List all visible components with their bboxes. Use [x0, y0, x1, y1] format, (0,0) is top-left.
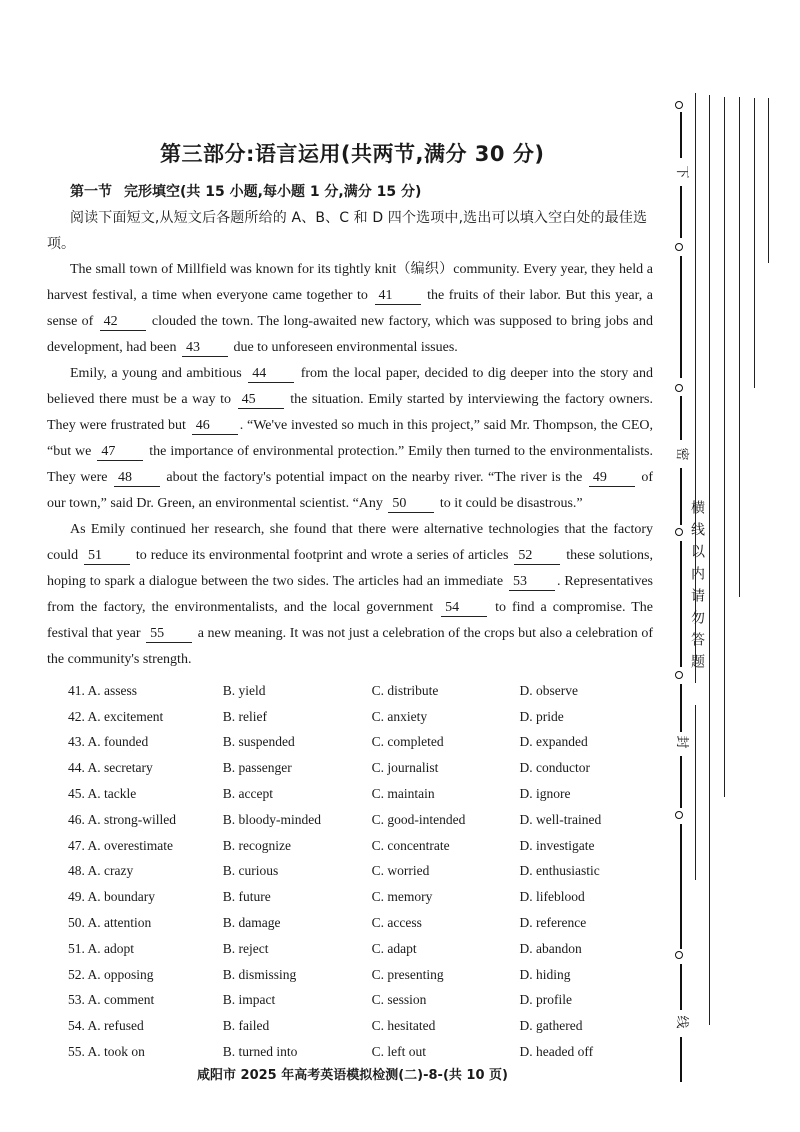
question-row [68, 1039, 628, 1065]
passage-text: these solutions, hoping to spark a dialogue between the two sides. The articles had an immediate [47, 548, 653, 589]
seal-dash [680, 541, 682, 667]
option-c[interactable]: C. memory [371, 889, 433, 905]
option-d[interactable]: D. lifeblood [519, 889, 585, 905]
option-c[interactable]: C. distribute [371, 682, 439, 698]
seal-char: 线 [674, 1015, 689, 1029]
answer-blank[interactable]: 50 [388, 495, 434, 513]
seal-dash [680, 186, 682, 238]
option-a[interactable]: 51. A. adopt [68, 940, 134, 956]
option-a[interactable]: 45. A. tackle [68, 786, 137, 802]
option-d[interactable]: D. reference [519, 915, 587, 931]
option-d[interactable]: D. gathered [519, 1018, 583, 1034]
option-b[interactable]: B. yield [222, 682, 266, 698]
rule-line [724, 97, 725, 797]
option-d[interactable]: D. hiding [519, 966, 571, 982]
passage-text: The small town of Millfield was known for its tightly knit（编织）community. Every year, they held a harvest festival, a time when everyone came together to [47, 262, 653, 303]
option-d[interactable]: D. ignore [519, 786, 571, 802]
part-title: 第三部分:语言运用(共两节,满分 30 分) [160, 142, 545, 166]
passage-text: . Representatives from the factory, the environmentalists, and the local government [47, 574, 653, 615]
passage-text: about the factory's potential impact on the nearby river. “The river is the [161, 470, 587, 485]
option-a[interactable]: 42. A. excitement [68, 708, 164, 724]
option-a[interactable]: 48. A. crazy [68, 863, 134, 879]
option-b[interactable]: B. future [222, 889, 271, 905]
question-row [68, 910, 628, 936]
seal-dash [680, 1037, 682, 1082]
passage-text: from the local paper, decided to dig deeper into the story and believed there must be a way to [47, 366, 653, 407]
option-a[interactable]: 50. A. attention [68, 915, 152, 931]
passage-paragraph [47, 517, 653, 673]
passage-text: of our town,” said Dr. Green, an environmental scientist. “Any [47, 470, 653, 511]
question-row [68, 988, 628, 1014]
answer-blank[interactable]: 42 [100, 313, 146, 331]
option-d[interactable]: D. conductor [519, 760, 591, 776]
answer-blank[interactable]: 47 [97, 443, 143, 461]
passage-text: the fruits of their labor. But this year, a sense of [47, 288, 654, 329]
answer-blank[interactable]: 48 [114, 469, 160, 487]
option-c[interactable]: C. anxiety [371, 708, 428, 724]
option-b[interactable]: B. impact [222, 992, 276, 1008]
passage-text: clouded the town. The long-awaited new factory, which was supposed to bring jobs and development, had been [47, 314, 653, 355]
question-row [68, 884, 628, 910]
instruction-text: 阅读下面短文,从短文后各题所给的 A、B、C 和 D 四个选项中,选出可以填入空白处的最佳选项。 [47, 210, 647, 252]
rule-line [768, 98, 769, 263]
passage-text: . “We've invested so much in this project,” said Mr. Thompson, the CEO, “but we [47, 418, 654, 459]
answer-blank[interactable]: 45 [238, 391, 284, 409]
option-c[interactable]: C. good-intended [371, 811, 466, 827]
answer-blank[interactable]: 49 [589, 469, 635, 487]
seal-circle-icon [675, 528, 683, 536]
answer-blank[interactable]: 52 [514, 547, 560, 565]
option-c[interactable]: C. concentrate [371, 837, 450, 853]
passage-text: Emily, a young and ambitious [70, 366, 247, 381]
option-a[interactable]: 52. A. opposing [68, 966, 154, 982]
option-c[interactable]: C. hesitated [371, 1018, 436, 1034]
section-heading: 完形填空(共 15 小题,每小题 1 分,满分 15 分) [124, 184, 422, 200]
rule-line [739, 97, 740, 597]
seal-dash [680, 468, 682, 525]
option-a[interactable]: 47. A. overestimate [68, 837, 173, 853]
option-c[interactable]: C. session [371, 992, 427, 1008]
passage-text: the importance of environmental protection.” Emily then turned to the environmentalists. They were [47, 444, 653, 485]
option-c[interactable]: C. completed [371, 734, 444, 750]
option-d[interactable]: D. observe [519, 682, 579, 698]
passage-text: to reduce its environmental footprint and wrote a series of articles [132, 548, 513, 563]
option-d[interactable]: D. pride [519, 708, 564, 724]
option-c[interactable]: C. access [371, 915, 422, 931]
option-a[interactable]: 41. A. assess [68, 682, 138, 698]
option-b[interactable]: B. recognize [222, 837, 291, 853]
rule-line [695, 705, 696, 880]
seal-char: 下 [674, 165, 689, 179]
option-c[interactable]: C. maintain [371, 786, 435, 802]
rule-line [695, 93, 696, 333]
seal-circle-icon [675, 384, 683, 392]
option-a[interactable]: 43. A. founded [68, 734, 149, 750]
seal-dash [680, 824, 682, 949]
seal-dash [680, 112, 682, 158]
answer-blank[interactable]: 51 [84, 547, 130, 565]
answer-blank[interactable]: 54 [441, 599, 487, 617]
option-c[interactable]: C. presenting [371, 966, 444, 982]
question-row [68, 1013, 628, 1039]
passage-text: the situation. Emily started by interviewing the factory owners. They were frustrated but [47, 392, 653, 433]
option-d[interactable]: D. investigate [519, 837, 595, 853]
option-d[interactable]: D. abandon [519, 940, 582, 956]
answer-blank[interactable]: 46 [192, 417, 238, 435]
option-d[interactable]: D. enthusiastic [519, 863, 600, 879]
option-c[interactable]: C. adapt [371, 940, 417, 956]
passage-text: due to unforeseen environmental issues. [229, 340, 458, 355]
option-c[interactable]: C. journalist [371, 760, 439, 776]
option-b[interactable]: B. curious [222, 863, 279, 879]
option-b[interactable]: B. turned into [222, 1044, 298, 1060]
option-a[interactable]: 53. A. comment [68, 992, 155, 1008]
option-a[interactable]: 44. A. secretary [68, 760, 153, 776]
answer-blank[interactable]: 44 [248, 365, 294, 383]
option-d[interactable]: D. headed off [519, 1044, 594, 1060]
option-b[interactable]: B. reject [222, 940, 269, 956]
passage-text: As Emily continued her research, she found that there were alternative technologies that the factory could [47, 522, 653, 563]
question-row [68, 781, 628, 807]
section-label: 第一节 [70, 184, 112, 200]
option-a[interactable]: 54. A. refused [68, 1018, 144, 1034]
no-answer-warning: 横线以内请勿答题 [689, 500, 705, 676]
rule-line [709, 95, 710, 1025]
seal-char: 封 [674, 735, 689, 749]
rule-line [754, 98, 755, 388]
answer-blank[interactable]: 53 [509, 573, 555, 591]
question-row [68, 730, 628, 756]
passage-paragraph [47, 361, 653, 517]
seal-circle-icon [675, 243, 683, 251]
passage-text: a new meaning. It was not just a celebration of the crops but also a celebration of the community's strength. [47, 626, 653, 667]
option-c[interactable]: C. left out [371, 1044, 427, 1060]
seal-circle-icon [675, 951, 683, 959]
seal-dash [680, 684, 682, 732]
question-row [68, 936, 628, 962]
answer-blank[interactable]: 41 [375, 287, 421, 305]
option-d[interactable]: D. well-trained [519, 811, 602, 827]
option-b[interactable]: B. damage [222, 915, 281, 931]
page-footer: 咸阳市 2025 年高考英语模拟检测(二)-8-(共 10 页) [197, 1068, 508, 1083]
question-row [68, 833, 628, 859]
question-row [68, 678, 628, 704]
question-row [68, 859, 628, 885]
option-d[interactable]: D. profile [519, 992, 573, 1008]
option-a[interactable]: 49. A. boundary [68, 889, 155, 905]
passage-text: to find a compromise. The festival that year [47, 600, 653, 641]
option-b[interactable]: B. passenger [222, 760, 292, 776]
seal-dash [680, 756, 682, 808]
answer-options [68, 678, 628, 1065]
option-b[interactable]: B. relief [222, 708, 268, 724]
answer-blank[interactable]: 55 [146, 625, 192, 643]
cloze-passage [47, 257, 653, 673]
question-row [68, 807, 628, 833]
option-d[interactable]: D. expanded [519, 734, 588, 750]
option-c[interactable]: C. worried [371, 863, 430, 879]
passage-text: to it could be disastrous.” [436, 496, 583, 511]
seal-circle-icon [675, 671, 683, 679]
section-title [70, 181, 421, 201]
seal-char: 密 [674, 447, 689, 461]
option-b[interactable]: B. dismissing [222, 966, 297, 982]
option-b[interactable]: B. accept [222, 786, 274, 802]
question-row [68, 755, 628, 781]
question-row [68, 704, 628, 730]
option-b[interactable]: B. bloody-minded [222, 811, 322, 827]
option-b[interactable]: B. failed [222, 1018, 270, 1034]
seal-circle-icon [675, 101, 683, 109]
option-a[interactable]: 46. A. strong-willed [68, 811, 176, 827]
seal-dash [680, 256, 682, 378]
question-row [68, 962, 628, 988]
seal-dash [680, 396, 682, 440]
option-a[interactable]: 55. A. took on [68, 1044, 145, 1060]
option-b[interactable]: B. suspended [222, 734, 295, 750]
seal-dash [680, 964, 682, 1010]
seal-circle-icon [675, 811, 683, 819]
answer-blank[interactable]: 43 [182, 339, 228, 357]
passage-paragraph [47, 257, 653, 361]
